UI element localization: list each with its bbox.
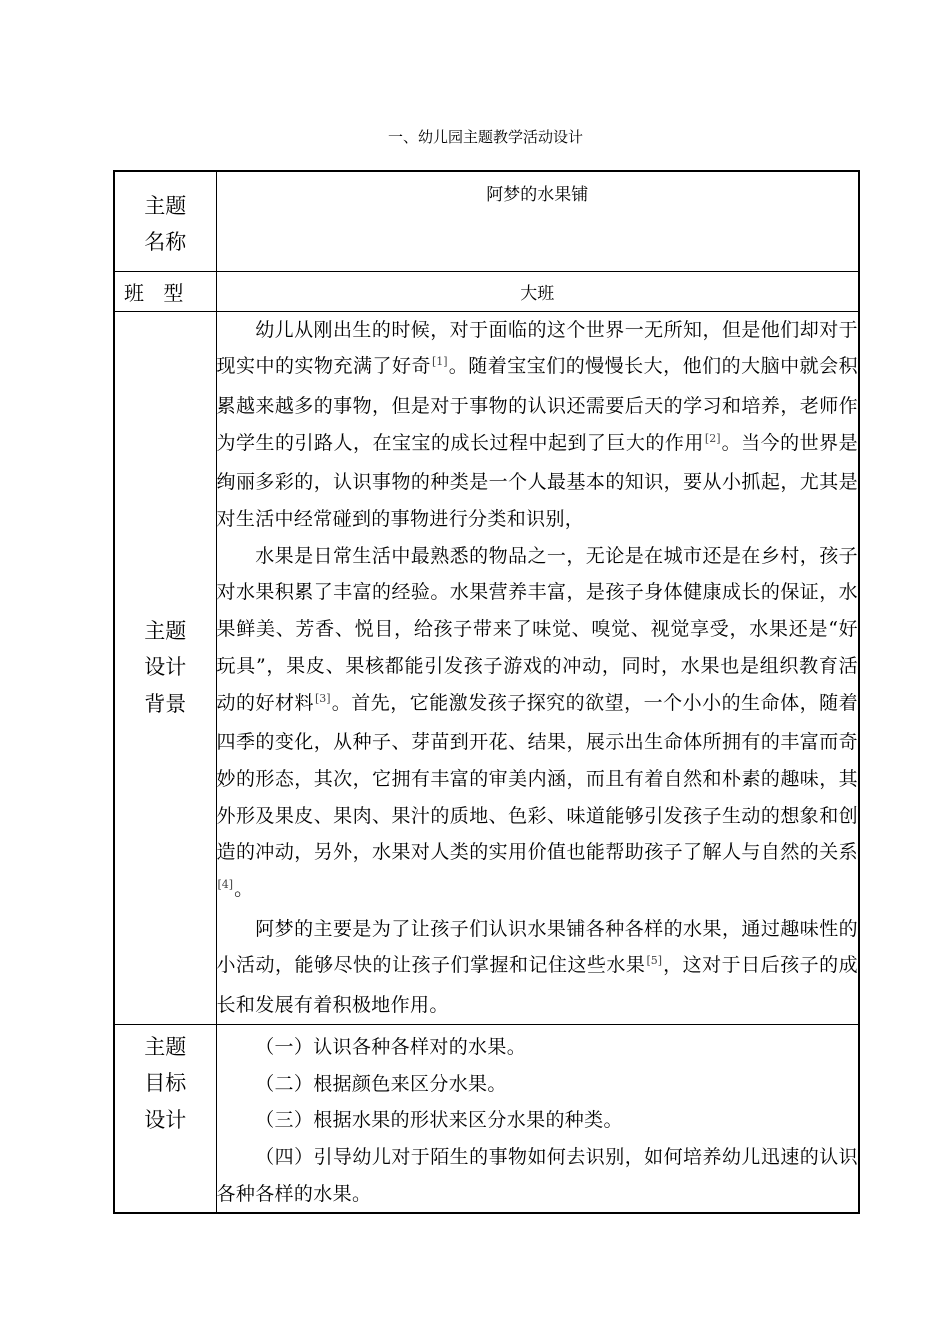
theme-name-row	[114, 171, 859, 271]
goals-label-line-1: 主题	[144, 1034, 187, 1059]
theme-name-value: 阿梦的水果铺	[216, 171, 859, 271]
goals-label-line-2: 目标	[144, 1071, 187, 1096]
background-label	[114, 311, 216, 1024]
goal-item-2: （二）根据颜色来区分水果。	[255, 1072, 507, 1095]
paragraph-text: 。首先，它能激发孩子探究的欲望，一个小小的生命体，随着四季的变化，从种子、芽苗到开花、结果，展示出生命体所拥有的丰富而奇妙的形态，其次，它拥有丰富的审美内涵，而且有着自然和朴素的趣味，其外形及果皮、果肉、果汁的质地、色彩、味道能够引发孩子生动的想象和创造的冲动，另外，水果对人类的实用价值也能帮助孩子了解人与自然的关系	[216, 691, 858, 864]
paragraph-text: 幼儿从刚出生的时候，对于面临的这个世界一无所知，但是他们却对于现实中的实物充满了好奇	[216, 318, 858, 378]
citation-ref: [5]	[646, 954, 663, 968]
theme-name-label-line-2: 名称	[144, 230, 187, 255]
background-paragraph-3	[217, 911, 859, 1024]
paragraph-text: 阿梦的主要是为了让孩子们认识水果铺各种各样的水果，通过趣味性的小活动，能够尽快的让孩子们掌握和记住这些水果	[216, 917, 858, 977]
citation-ref: [3]	[314, 691, 331, 705]
citation-ref: [2]	[704, 431, 721, 445]
theme-name-label	[114, 171, 216, 271]
class-type-value: 大班	[216, 271, 859, 311]
activity-design-table	[113, 170, 860, 1214]
background-label-line-3: 背景	[144, 691, 187, 716]
goals-row	[114, 1024, 859, 1213]
paragraph-text: ，这对于日后孩子的成长和发展有着积极地作用。	[216, 954, 858, 1017]
paragraph-text: 。当今的世界是绚丽多彩的，认识事物的种类是一个人最基本的知识，要从小抓起，尤其是对生活中经常碰到的事物进行分类和识别，	[216, 431, 858, 531]
goals-list	[216, 1024, 859, 1213]
goal-item-3: （三）根据水果的形状来区分水果的种类。	[255, 1109, 623, 1132]
class-type-row	[114, 271, 859, 311]
goals-label-line-3: 设计	[144, 1107, 187, 1132]
background-paragraph-1	[217, 312, 859, 538]
theme-name-label-line-1: 主题	[144, 193, 187, 218]
goal-item-1: （一）认识各种各样对的水果。	[255, 1035, 527, 1058]
document-title: 一、幼儿园主题教学活动设计	[387, 128, 583, 146]
paragraph-text: 水果是日常生活中最熟悉的物品之一，无论是在城市还是在乡村，孩子对水果积累了丰富的经验。水果营养丰富，是孩子身体健康成长的保证，水果鲜美、芳香、悦目，给孩子带来了味觉、嗅觉、视觉享受，水果还是“好玩具”，果皮、果核都能引发孩子游戏的冲动，同时，水果也是组织教育活动的好材料	[216, 544, 858, 714]
paragraph-text: 。随着宝宝们的慢慢长大，他们的大脑中就会积累越来越多的事物，但是对于事物的认识还需要后天的学习和培养，老师作为学生的引路人，在宝宝的成长过程中起到了巨大的作用	[216, 355, 858, 454]
goals-label	[114, 1024, 216, 1213]
background-content	[216, 311, 859, 1024]
paragraph-text: 。	[234, 878, 254, 901]
background-paragraph-2	[217, 538, 859, 911]
citation-ref: [4]	[217, 878, 234, 892]
background-label-line-2: 设计	[144, 655, 187, 680]
citation-ref: [1]	[431, 355, 448, 369]
background-row	[114, 311, 859, 1024]
background-label-line-1: 主题	[144, 618, 187, 643]
goal-item-4: （四）引导幼儿对于陌生的事物如何去识别，如何培养幼儿迅速的认识各种各样的水果。	[216, 1145, 858, 1205]
class-type-label: 班 型	[114, 271, 216, 311]
